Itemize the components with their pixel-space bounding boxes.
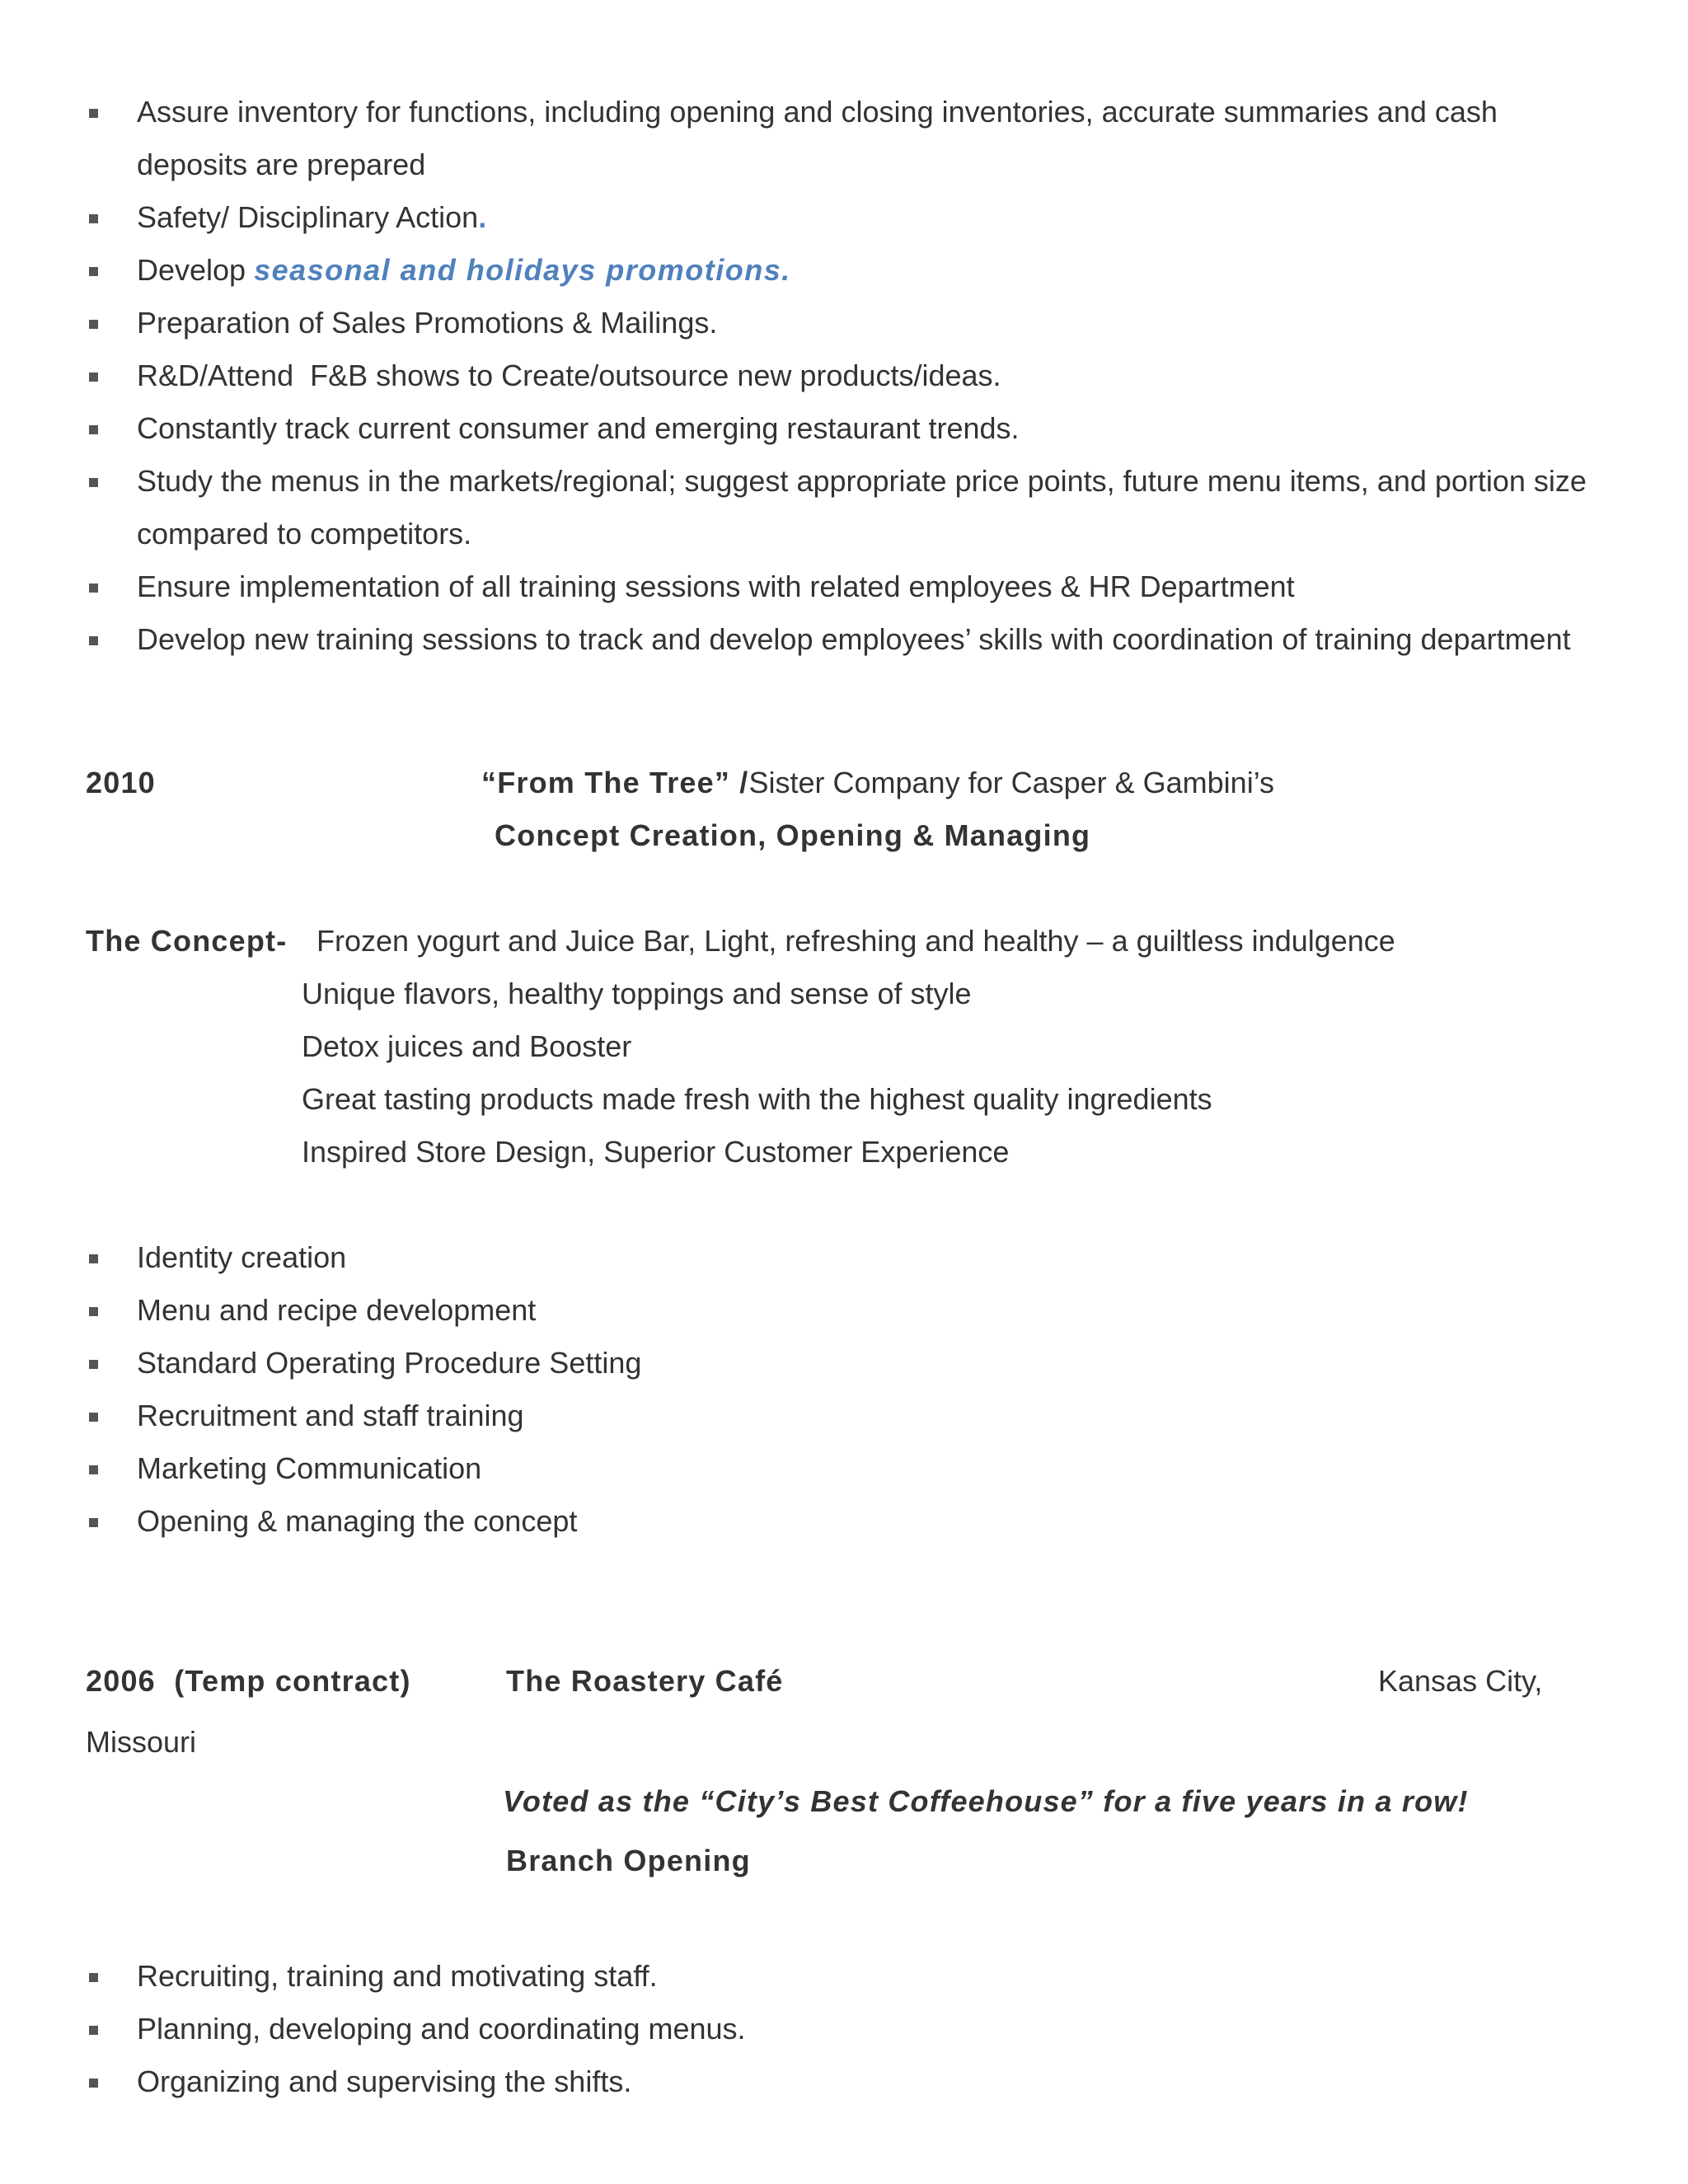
job-location: Kansas City, bbox=[1378, 1664, 1543, 1698]
responsibilities-list bbox=[0, 86, 1688, 666]
bullet-square-icon bbox=[89, 583, 98, 593]
bullet-text: Recruiting, training and motivating staff. bbox=[137, 1959, 658, 1993]
roastery-duties bbox=[0, 1950, 1688, 2108]
bullet-text: R&D/Attend F&B shows to Create/outsource new products/ideas. bbox=[137, 359, 1001, 392]
job-year: 2010 bbox=[86, 766, 156, 799]
bullet-text: Standard Operating Procedure Setting bbox=[137, 1346, 642, 1380]
bullet-square-icon bbox=[89, 1413, 98, 1422]
bullet-square-icon bbox=[89, 2026, 98, 2035]
bullet-text: Constantly track current consumer and emerging restaurant trends. bbox=[137, 411, 1020, 445]
bullet-text: Assure inventory for functions, including opening and closing inventories, accurate summaries and cash bbox=[137, 95, 1498, 129]
list-item bbox=[0, 297, 1645, 349]
company-note: Sister Company for Casper & Gambini’s bbox=[748, 766, 1275, 799]
bullet-square-icon bbox=[89, 267, 98, 276]
bullet-text: Recruitment and staff training bbox=[137, 1399, 524, 1432]
bullet-text: Ensure implementation of all training sessions with related employees & HR Department bbox=[137, 569, 1295, 603]
job-company-line bbox=[481, 757, 1274, 809]
bullet-square-icon bbox=[89, 1360, 98, 1369]
list-item bbox=[0, 613, 1645, 666]
job-year: 2006 (Temp contract) bbox=[86, 1664, 411, 1698]
concept-line: Inspired Store Design, Superior Customer Experience bbox=[302, 1135, 1010, 1169]
bullet-text: Develop bbox=[137, 253, 255, 287]
bullet-text-suffix: . bbox=[478, 200, 487, 234]
list-item bbox=[0, 349, 1645, 402]
job-location-continued: Missouri bbox=[86, 1725, 197, 1759]
list-item bbox=[0, 191, 1645, 244]
list-item bbox=[0, 244, 1645, 297]
responsibilities-section bbox=[0, 86, 1688, 666]
bullet-square-icon bbox=[89, 425, 98, 434]
highlighted-text: seasonal and holidays promotions. bbox=[254, 253, 791, 287]
job-role: Branch Opening bbox=[506, 1844, 751, 1877]
bullet-square-icon bbox=[89, 320, 98, 329]
list-item bbox=[0, 1495, 1645, 1548]
bullet-text: Develop new training sessions to track and develop employees’ skills with coordination of training department bbox=[137, 622, 1571, 656]
bullet-text: Planning, developing and coordinating menus. bbox=[137, 2012, 746, 2046]
bullet-text: Preparation of Sales Promotions & Mailings. bbox=[137, 306, 718, 340]
bullet-square-icon bbox=[89, 214, 98, 223]
company-tagline: Voted as the “City’s Best Coffeehouse” for a five years in a row! bbox=[503, 1784, 1469, 1818]
list-item bbox=[0, 1950, 1645, 2003]
list-item bbox=[0, 1442, 1645, 1495]
bullet-square-icon bbox=[89, 2079, 98, 2088]
concept-line: Unique flavors, healthy toppings and sense of style bbox=[302, 977, 972, 1010]
list-item bbox=[0, 2055, 1645, 2108]
bullet-square-icon bbox=[89, 1254, 98, 1263]
bullet-square-icon bbox=[89, 636, 98, 645]
list-item bbox=[0, 86, 1645, 191]
list-item bbox=[0, 1337, 1645, 1390]
concept-label: The Concept- bbox=[86, 924, 288, 958]
bullet-text: Identity creation bbox=[137, 1240, 347, 1274]
bullet-square-icon bbox=[89, 1973, 98, 1982]
list-item bbox=[0, 402, 1645, 455]
bullet-text: Safety/ Disciplinary Action bbox=[137, 200, 479, 234]
list-item bbox=[0, 1231, 1645, 1284]
concept-line: Frozen yogurt and Juice Bar, Light, refreshing and healthy – a guiltless indulgence bbox=[316, 924, 1395, 958]
list-item bbox=[0, 560, 1645, 613]
bullet-text: Marketing Communication bbox=[137, 1451, 482, 1485]
bullet-text: Study the menus in the markets/regional; suggest appropriate price points, future menu items, and portion size bbox=[137, 464, 1587, 498]
bullet-square-icon bbox=[89, 1465, 98, 1474]
company-name: “From The Tree” / bbox=[481, 766, 749, 799]
duties-list bbox=[0, 1231, 1688, 1548]
bullet-text: Opening & managing the concept bbox=[137, 1504, 578, 1538]
concept-line: Detox juices and Booster bbox=[302, 1029, 632, 1063]
list-item bbox=[0, 455, 1645, 560]
concept-line: Great tasting products made fresh with the highest quality ingredients bbox=[302, 1082, 1212, 1116]
bullet-square-icon bbox=[89, 373, 98, 382]
bullet-text: Menu and recipe development bbox=[137, 1293, 537, 1327]
bullet-square-icon bbox=[89, 1307, 98, 1316]
bullet-square-icon bbox=[89, 1518, 98, 1527]
list-item bbox=[0, 2003, 1645, 2055]
bullet-text: Organizing and supervising the shifts. bbox=[137, 2064, 632, 2098]
from-the-tree-duties bbox=[0, 1231, 1688, 1548]
company-name: The Roastery Café bbox=[506, 1664, 784, 1698]
duties-list bbox=[0, 1950, 1688, 2108]
bullet-square-icon bbox=[89, 109, 98, 118]
bullet-square-icon bbox=[89, 478, 98, 487]
bullet-text-continued: deposits are prepared bbox=[137, 148, 426, 181]
job-role: Concept Creation, Opening & Managing bbox=[495, 818, 1091, 852]
list-item bbox=[0, 1390, 1645, 1442]
list-item bbox=[0, 1284, 1645, 1337]
bullet-text-continued: compared to competitors. bbox=[137, 517, 472, 551]
